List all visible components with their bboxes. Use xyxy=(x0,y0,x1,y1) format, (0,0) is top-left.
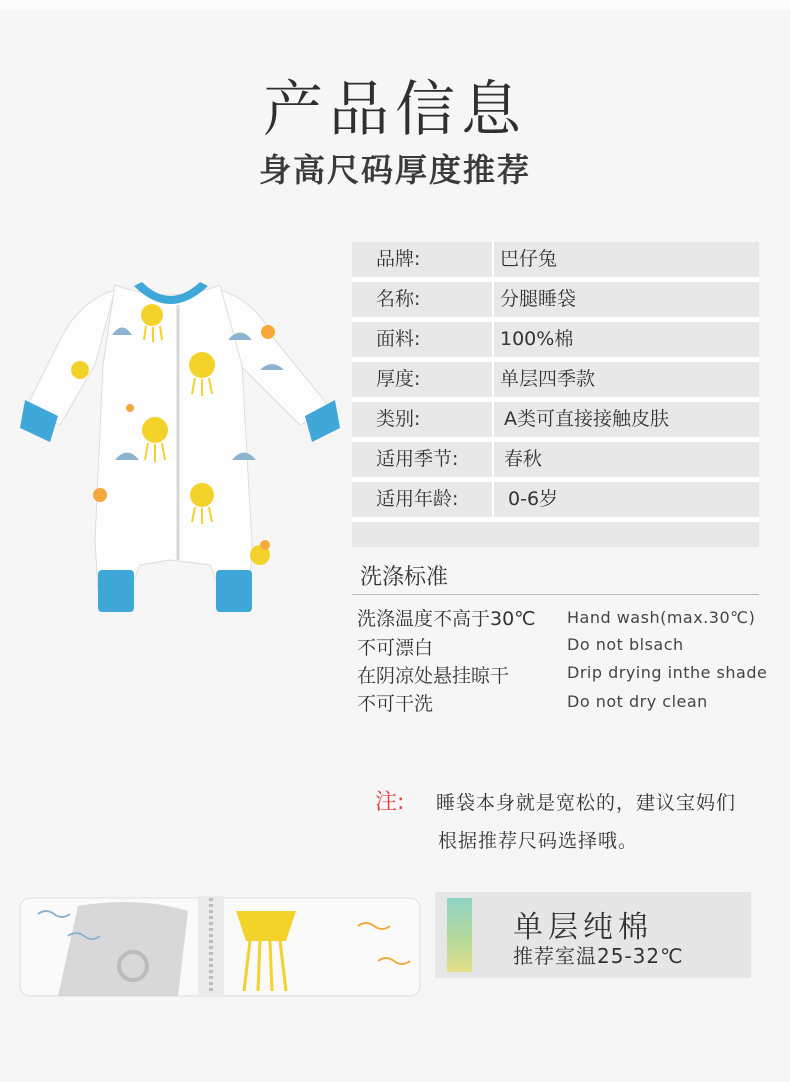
spec-label: 适用年龄: xyxy=(376,488,459,510)
badge-title: 单层纯棉 xyxy=(513,910,653,945)
page-subtitle: 身高尺码厚度推荐 xyxy=(258,151,531,189)
spec-row-name xyxy=(352,282,759,317)
spec-table xyxy=(352,242,759,547)
note-text-line2: 根据推荐尺码选择哦。 xyxy=(438,830,639,852)
spec-label: 适用季节: xyxy=(376,448,459,470)
fabric-detail-image xyxy=(18,886,423,1001)
spec-row-brand xyxy=(352,242,759,277)
spec-value: 0-6岁 xyxy=(508,488,559,510)
spec-label: 面料: xyxy=(376,328,421,350)
note-label: 注: xyxy=(375,790,405,815)
top-strip xyxy=(0,0,790,10)
spec-value: 春秋 xyxy=(504,448,543,470)
wash-item-cn: 洗涤温度不高于30℃ xyxy=(357,608,536,630)
wash-item-cn: 不可漂白 xyxy=(357,637,434,659)
spec-table-footer xyxy=(352,522,759,547)
note-text-line1: 睡袋本身就是宽松的，建议宝妈们 xyxy=(436,792,737,814)
cotton-badge xyxy=(435,892,751,978)
spec-value: 100%棉 xyxy=(500,328,574,350)
spec-value: 分腿睡袋 xyxy=(500,288,577,310)
spec-row-category xyxy=(352,402,759,437)
product-image xyxy=(20,270,340,630)
spec-label: 品牌: xyxy=(376,248,421,270)
spec-value: 巴仔兔 xyxy=(500,248,558,270)
wash-item-en: Do not blsach xyxy=(567,635,684,654)
spec-row-fabric xyxy=(352,322,759,357)
page-title: 产品信息 xyxy=(263,75,527,145)
spec-value: A类可直接接触皮肤 xyxy=(504,408,669,430)
wash-title: 洗涤标准 xyxy=(360,565,449,590)
wash-item-en: Drip drying inthe shade xyxy=(567,663,768,682)
wash-item-en: Hand wash(max.30℃) xyxy=(567,608,756,627)
badge-subtitle: 推荐室温25-32℃ xyxy=(513,944,684,968)
spec-row-thickness xyxy=(352,362,759,397)
spec-value: 单层四季款 xyxy=(500,368,596,390)
spec-label: 名称: xyxy=(376,288,421,310)
wash-item-cn: 不可干洗 xyxy=(357,693,434,715)
wash-item-cn: 在阴凉处悬挂晾干 xyxy=(357,665,510,687)
gradient-bar xyxy=(447,898,472,972)
spec-row-age xyxy=(352,482,759,517)
spec-label: 厚度: xyxy=(376,368,421,390)
wash-divider xyxy=(352,594,759,595)
spec-label: 类别: xyxy=(376,408,421,430)
wash-item-en: Do not dry clean xyxy=(567,692,708,711)
spec-row-season xyxy=(352,442,759,477)
